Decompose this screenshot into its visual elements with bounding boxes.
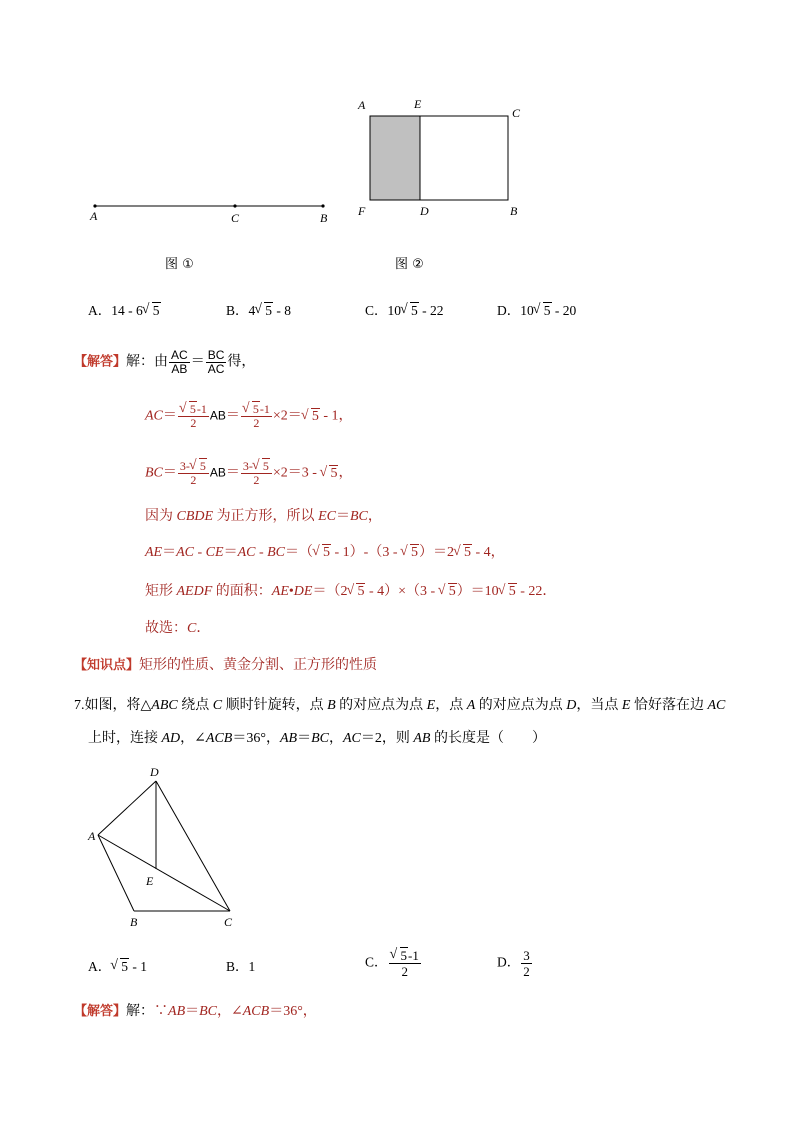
shaded-rectangle-aedf	[370, 116, 420, 200]
q6-solution-line-6: 故选：C．	[145, 621, 211, 636]
segment-ad	[98, 781, 156, 835]
label-a: A	[90, 209, 98, 223]
q7-option-b[interactable]: B．1	[226, 959, 256, 974]
q6-solution-intro: 【解答】解：由 $\frac{AC}{AB}$ ＝ $\frac{BC}{AC}$ 得，	[74, 348, 256, 376]
label-d: D	[420, 204, 429, 218]
square-ecbd	[420, 116, 508, 200]
label-c: C	[231, 211, 240, 225]
solution-tag: 【解答】	[74, 1004, 127, 1019]
q6-solution-line-1: AC＝ √ $\frac{5-1}{2}$ AB＝ √ $\frac{5-1}{2}$ ×2＝√ 5 - 1，	[145, 403, 352, 430]
q6-solution-line-4: AE＝AC - CE＝AC - BC＝（√ 5 - 1）-（3 - √ 5）＝2√ 5 - 4，	[145, 543, 505, 563]
q7-option-d[interactable]: D． $\frac{3}{2}$	[497, 948, 530, 979]
segment-ab	[98, 835, 134, 911]
label-b: B	[510, 204, 518, 218]
knowledge-tag: 【知识点】	[74, 658, 140, 673]
label-f: F	[358, 204, 366, 218]
q6-option-b[interactable]: B．4√ 5 - 8	[226, 301, 291, 321]
knowledge-text: 矩形的性质、黄金分割、正方形的性质	[139, 658, 378, 673]
label-a: A	[88, 829, 96, 843]
label-c: C	[512, 106, 521, 120]
q7-text-line-1: 7.如图，将△ABC 绕点 C 顺时针旋转，点 B 的对应点为点 E，点 A 的对应点为点 D，当点 E 恰好落在边 AC	[74, 698, 726, 713]
q6-option-d[interactable]: D．10√ 5 - 20	[497, 301, 576, 321]
figure-2	[355, 95, 535, 220]
label-a: A	[358, 98, 366, 112]
segment-dc	[156, 781, 230, 911]
q6-solution-line-5: 矩形 AEDF 的面积：AE•DE＝（2√ 5 - 4）×（3 - √ 5）＝10√ 5 - 22．	[145, 582, 556, 602]
q7-option-c[interactable]: C． √ $\frac{5-1}{2}$	[365, 948, 422, 979]
label-e: E	[146, 874, 154, 888]
figure-1-drawing	[80, 190, 340, 230]
solution-tag: 【解答】	[74, 354, 127, 370]
q6-knowledge	[74, 656, 377, 676]
point-b	[321, 204, 324, 207]
q7-text-line-2: 上时，连接 AD，∠ACB＝36°，AB＝BC，AC＝2，则 AB 的长度是（ ）	[88, 731, 546, 746]
q6-option-c[interactable]: C．10√ 5 - 22	[365, 301, 444, 321]
label-b: B	[320, 211, 328, 225]
figure-1	[80, 190, 340, 230]
figure-2-drawing	[355, 95, 535, 220]
label-e: E	[414, 97, 422, 111]
point-a	[93, 204, 96, 207]
q7-option-a[interactable]: A．√ 5 - 1	[88, 957, 147, 977]
q6-option-a[interactable]: A．14 - 6√ 5	[88, 301, 161, 321]
q6-solution-line-2: BC＝ $\frac{3-√ 5}{2}$ AB＝ $\frac{3-√ 5}{2}$ ×2＝3 - √ 5，	[145, 460, 352, 487]
figure-3-drawing	[84, 764, 254, 934]
label-d: D	[150, 765, 159, 779]
figure-1-caption: 图 ①	[165, 257, 194, 272]
figure-3	[84, 764, 254, 934]
figure-2-caption: 图 ②	[395, 257, 424, 272]
point-c	[233, 204, 236, 207]
label-c: C	[224, 915, 233, 929]
segment-ac	[98, 835, 230, 911]
q7-solution: 【解答】解：∵AB＝BC，∠ACB＝36°，	[74, 1004, 317, 1019]
label-b: B	[130, 915, 138, 929]
q6-solution-line-3: 因为 CBDE 为正方形，所以 EC＝BC，	[145, 509, 382, 524]
